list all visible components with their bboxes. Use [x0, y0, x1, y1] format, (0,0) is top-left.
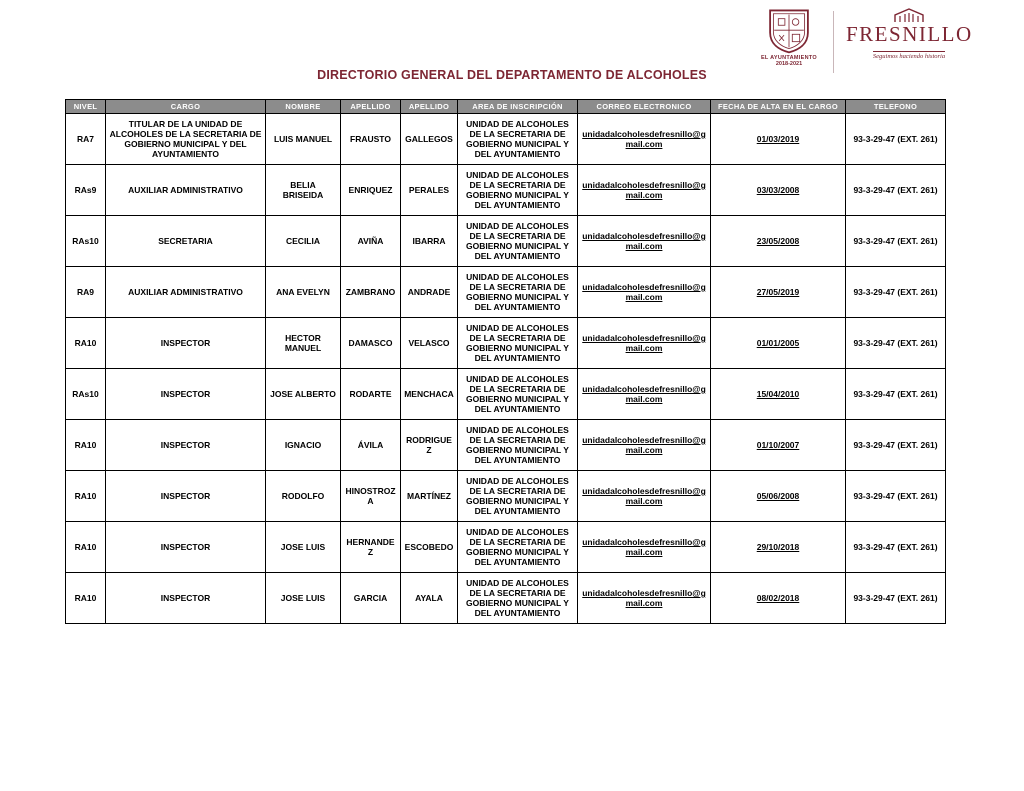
table-row — [66, 369, 946, 420]
column-header: APELLIDO — [341, 100, 401, 114]
cell-nombre: JOSE ALBERTO — [266, 369, 341, 420]
table-row — [66, 165, 946, 216]
cell-apellido_paterno: ZAMBRANO — [341, 267, 401, 318]
cell-fecha — [711, 216, 846, 267]
fecha-text: 01/01/2005 — [756, 338, 800, 348]
cell-nivel: RA10 — [66, 318, 106, 369]
fecha-text: 15/04/2010 — [756, 389, 800, 399]
cell-apellido_materno: MENCHACA — [401, 369, 458, 420]
cell-apellido_paterno: ENRIQUEZ — [341, 165, 401, 216]
cell-apellido_materno: AYALA — [401, 573, 458, 624]
table-row — [66, 267, 946, 318]
page-title: DIRECTORIO GENERAL DEL DEPARTAMENTO DE ALCOHOLES — [317, 68, 707, 82]
cell-apellido_materno: PERALES — [401, 165, 458, 216]
fecha-text: 03/03/2008 — [756, 185, 800, 195]
column-header: NOMBRE — [266, 100, 341, 114]
email-link[interactable]: unidadalcoholesdefresnillo@gmail.com — [582, 180, 706, 200]
cell-correo — [578, 216, 711, 267]
cell-apellido_materno: ANDRADE — [401, 267, 458, 318]
fresnillo-logo — [846, 8, 972, 63]
cell-cargo: INSPECTOR — [106, 573, 266, 624]
cell-area: UNIDAD DE ALCOHOLES DE LA SECRETARIA DE GOBIERNO MUNICIPAL Y DEL AYUNTAMIENTO — [458, 471, 578, 522]
email-link[interactable]: unidadalcoholesdefresnillo@gmail.com — [582, 282, 706, 302]
cell-nivel: RAs10 — [66, 369, 106, 420]
cell-area: UNIDAD DE ALCOHOLES DE LA SECRETARIA DE GOBIERNO MUNICIPAL Y DEL AYUNTAMIENTO — [458, 318, 578, 369]
cell-telefono: 93-3-29-47 (EXT. 261) — [846, 114, 946, 165]
fecha-text: 05/06/2008 — [756, 491, 800, 501]
cell-correo — [578, 165, 711, 216]
cell-cargo: AUXILIAR ADMINISTRATIVO — [106, 165, 266, 216]
cell-apellido_paterno: HERNANDEZ — [341, 522, 401, 573]
cell-fecha — [711, 165, 846, 216]
cell-correo — [578, 522, 711, 573]
cell-telefono: 93-3-29-47 (EXT. 261) — [846, 318, 946, 369]
email-link[interactable]: unidadalcoholesdefresnillo@gmail.com — [582, 435, 706, 455]
cell-cargo: INSPECTOR — [106, 471, 266, 522]
cell-nombre: JOSE LUIS — [266, 522, 341, 573]
directory-table — [65, 99, 946, 624]
table-row — [66, 114, 946, 165]
table-header-row — [66, 100, 946, 114]
cell-apellido_paterno: AVIÑA — [341, 216, 401, 267]
cell-correo — [578, 471, 711, 522]
column-header: CARGO — [106, 100, 266, 114]
table-row — [66, 420, 946, 471]
table-row — [66, 318, 946, 369]
cell-fecha — [711, 522, 846, 573]
cell-apellido_materno: VELASCO — [401, 318, 458, 369]
cell-nombre: CECILIA — [266, 216, 341, 267]
cell-apellido_materno: IBARRA — [401, 216, 458, 267]
cell-cargo: AUXILIAR ADMINISTRATIVO — [106, 267, 266, 318]
cell-correo — [578, 267, 711, 318]
cell-area: UNIDAD DE ALCOHOLES DE LA SECRETARIA DE GOBIERNO MUNICIPAL Y DEL AYUNTAMIENTO — [458, 114, 578, 165]
fecha-text: 01/03/2019 — [756, 134, 800, 144]
cell-correo — [578, 573, 711, 624]
fecha-text: 23/05/2008 — [756, 236, 800, 246]
cell-telefono: 93-3-29-47 (EXT. 261) — [846, 573, 946, 624]
cell-telefono: 93-3-29-47 (EXT. 261) — [846, 522, 946, 573]
logo-divider — [833, 11, 834, 73]
cell-correo — [578, 420, 711, 471]
cell-nombre: BELIA BRISEIDA — [266, 165, 341, 216]
cell-apellido_materno: ESCOBEDO — [401, 522, 458, 573]
email-link[interactable]: unidadalcoholesdefresnillo@gmail.com — [582, 333, 706, 353]
cell-nivel: RAs10 — [66, 216, 106, 267]
cell-telefono: 93-3-29-47 (EXT. 261) — [846, 165, 946, 216]
cell-nombre: RODOLFO — [266, 471, 341, 522]
column-header: NIVEL — [66, 100, 106, 114]
cell-nombre: HECTOR MANUEL — [266, 318, 341, 369]
email-link[interactable]: unidadalcoholesdefresnillo@gmail.com — [582, 231, 706, 251]
column-header: AREA DE INSCRIPCIÓN — [458, 100, 578, 114]
cell-correo — [578, 369, 711, 420]
building-icon — [846, 8, 972, 23]
column-header: TELEFONO — [846, 100, 946, 114]
table-body — [66, 114, 946, 624]
cell-apellido_paterno: FRAUSTO — [341, 114, 401, 165]
table-row — [66, 216, 946, 267]
cell-fecha — [711, 318, 846, 369]
cell-telefono: 93-3-29-47 (EXT. 261) — [846, 471, 946, 522]
cell-apellido_paterno: HINOSTROZA — [341, 471, 401, 522]
crest-shield-icon — [757, 8, 821, 54]
cell-nivel: RA10 — [66, 573, 106, 624]
cell-cargo: TITULAR DE LA UNIDAD DE ALCOHOLES DE LA SECRETARIA DE GOBIERNO MUNICIPAL Y DEL AYUNTAMIENTO — [106, 114, 266, 165]
fresnillo-wordmark: FRESNILLO — [846, 22, 973, 46]
cell-nivel: RAs9 — [66, 165, 106, 216]
cell-nivel: RA10 — [66, 420, 106, 471]
fecha-text: 27/05/2019 — [756, 287, 800, 297]
cell-nombre: ANA EVELYN — [266, 267, 341, 318]
table-row — [66, 573, 946, 624]
column-header: FECHA DE ALTA EN EL CARGO — [711, 100, 846, 114]
cell-correo — [578, 318, 711, 369]
cell-area: UNIDAD DE ALCOHOLES DE LA SECRETARIA DE GOBIERNO MUNICIPAL Y DEL AYUNTAMIENTO — [458, 267, 578, 318]
cell-fecha — [711, 573, 846, 624]
cell-nombre: JOSE LUIS — [266, 573, 341, 624]
cell-apellido_paterno: GARCIA — [341, 573, 401, 624]
cell-apellido_paterno: ÁVILA — [341, 420, 401, 471]
cell-fecha — [711, 114, 846, 165]
column-header: APELLIDO — [401, 100, 458, 114]
cell-area: UNIDAD DE ALCOHOLES DE LA SECRETARIA DE GOBIERNO MUNICIPAL Y DEL AYUNTAMIENTO — [458, 573, 578, 624]
email-link[interactable]: unidadalcoholesdefresnillo@gmail.com — [582, 486, 706, 506]
fecha-text: 01/10/2007 — [756, 440, 800, 450]
cell-apellido_paterno: DAMASCO — [341, 318, 401, 369]
email-link[interactable]: unidadalcoholesdefresnillo@gmail.com — [582, 588, 706, 608]
fecha-text: 08/02/2018 — [756, 593, 800, 603]
email-link[interactable]: unidadalcoholesdefresnillo@gmail.com — [582, 129, 706, 149]
fecha-text: 29/10/2018 — [756, 542, 800, 552]
cell-nombre: IGNACIO — [266, 420, 341, 471]
cell-area: UNIDAD DE ALCOHOLES DE LA SECRETARIA DE GOBIERNO MUNICIPAL Y DEL AYUNTAMIENTO — [458, 369, 578, 420]
crest-title: EL AYUNTAMIENTO — [760, 55, 818, 61]
cell-cargo: INSPECTOR — [106, 522, 266, 573]
table-row — [66, 522, 946, 573]
cell-area: UNIDAD DE ALCOHOLES DE LA SECRETARIA DE GOBIERNO MUNICIPAL Y DEL AYUNTAMIENTO — [458, 165, 578, 216]
cell-area: UNIDAD DE ALCOHOLES DE LA SECRETARIA DE GOBIERNO MUNICIPAL Y DEL AYUNTAMIENTO — [458, 420, 578, 471]
cell-apellido_materno: RODRIGUEZ — [401, 420, 458, 471]
cell-area: UNIDAD DE ALCOHOLES DE LA SECRETARIA DE GOBIERNO MUNICIPAL Y DEL AYUNTAMIENTO — [458, 216, 578, 267]
table-row — [66, 471, 946, 522]
cell-area: UNIDAD DE ALCOHOLES DE LA SECRETARIA DE GOBIERNO MUNICIPAL Y DEL AYUNTAMIENTO — [458, 522, 578, 573]
cell-apellido_materno: MARTÍNEZ — [401, 471, 458, 522]
cell-apellido_materno: GALLEGOS — [401, 114, 458, 165]
cell-cargo: INSPECTOR — [106, 420, 266, 471]
cell-cargo: INSPECTOR — [106, 369, 266, 420]
fresnillo-tagline: Seguimos haciendo historia — [872, 53, 946, 60]
cell-apellido_paterno: RODARTE — [341, 369, 401, 420]
cell-fecha — [711, 369, 846, 420]
cell-cargo: INSPECTOR — [106, 318, 266, 369]
municipal-crest — [757, 8, 821, 67]
cell-telefono: 93-3-29-47 (EXT. 261) — [846, 420, 946, 471]
cell-telefono: 93-3-29-47 (EXT. 261) — [846, 267, 946, 318]
column-header: CORREO ELECTRONICO — [578, 100, 711, 114]
header-logo — [757, 8, 972, 73]
cell-nivel: RA10 — [66, 471, 106, 522]
cell-nivel: RA7 — [66, 114, 106, 165]
cell-nombre: LUIS MANUEL — [266, 114, 341, 165]
crest-years: 2018-2021 — [775, 61, 803, 67]
cell-telefono: 93-3-29-47 (EXT. 261) — [846, 369, 946, 420]
cell-fecha — [711, 267, 846, 318]
email-link[interactable]: unidadalcoholesdefresnillo@gmail.com — [582, 537, 706, 557]
cell-nivel: RA9 — [66, 267, 106, 318]
cell-cargo: SECRETARIA — [106, 216, 266, 267]
cell-fecha — [711, 471, 846, 522]
email-link[interactable]: unidadalcoholesdefresnillo@gmail.com — [582, 384, 706, 404]
cell-nivel: RA10 — [66, 522, 106, 573]
cell-correo — [578, 114, 711, 165]
cell-telefono: 93-3-29-47 (EXT. 261) — [846, 216, 946, 267]
cell-fecha — [711, 420, 846, 471]
